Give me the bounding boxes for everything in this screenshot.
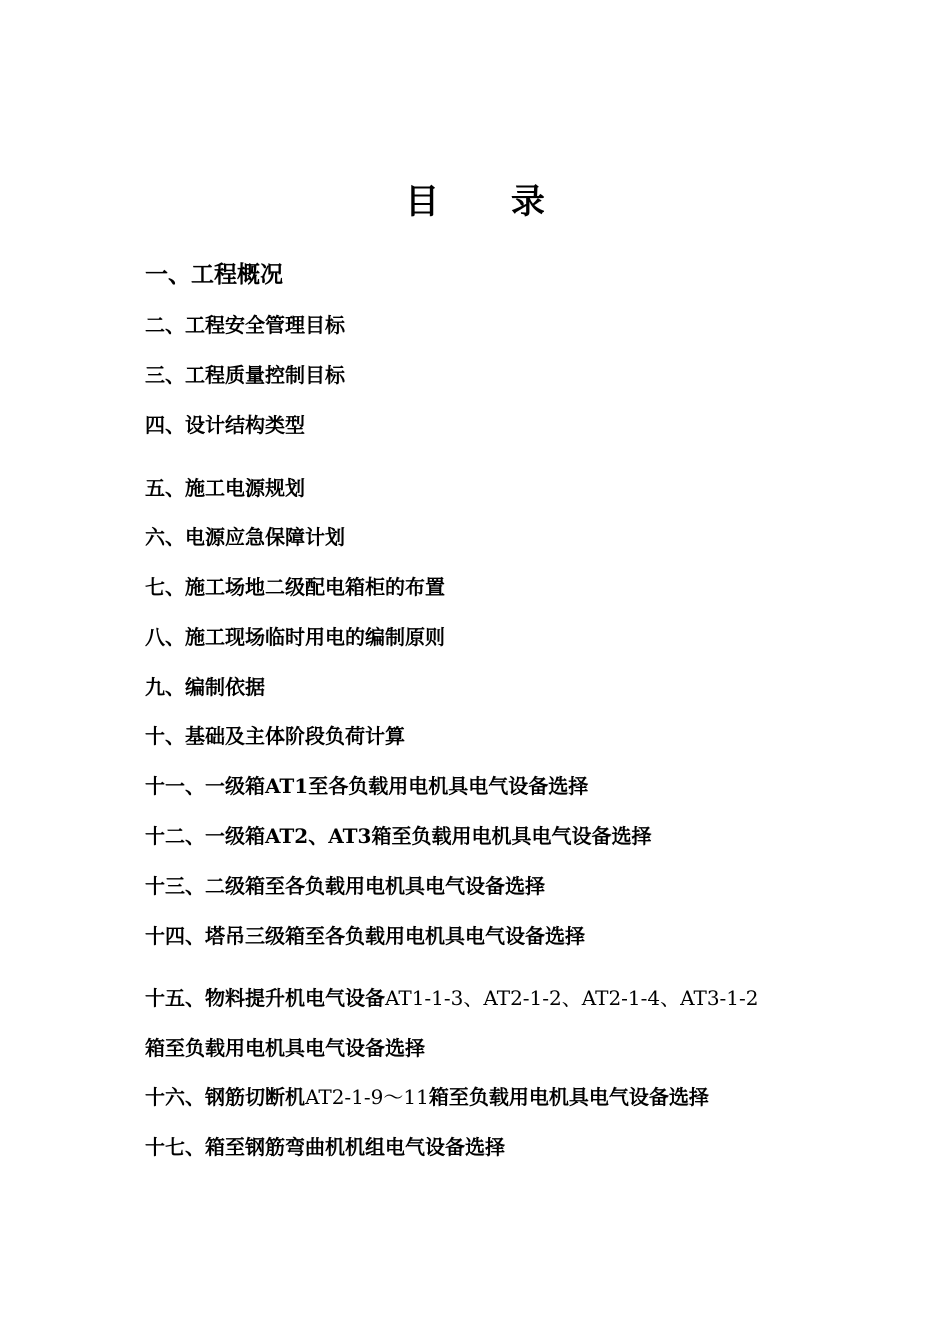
toc-entry-16-suffix: 箱至负载用电机具电气设备选择 <box>428 1085 709 1109</box>
toc-entry-11: 十一、一级箱AT1至各负载用电机具电气设备选择 <box>145 774 589 798</box>
toc-entry-16-codes: AT2-1-9～11 <box>305 1085 429 1109</box>
toc-entry-16 <box>145 1082 825 1112</box>
toc-entry-10: 十、基础及主体阶段负荷计算 <box>145 724 405 748</box>
toc-entry-3: 三、工程质量控制目标 <box>145 363 345 387</box>
toc-entry-8: 八、施工现场临时用电的编制原则 <box>145 625 445 649</box>
toc-entry-16-prefix: 十六、钢筋切断机 <box>145 1085 305 1109</box>
toc-entry-7: 七、施工场地二级配电箱柜的布置 <box>145 575 445 599</box>
toc-entry-9: 九、编制依据 <box>145 675 265 699</box>
toc-entry-15-prefix: 十五、物料提升机电气设备 <box>145 986 385 1010</box>
toc-entry-4: 四、设计结构类型 <box>145 413 305 437</box>
toc-entry-6: 六、电源应急保障计划 <box>145 525 345 549</box>
toc-entry-1: 一、工程概况 <box>145 261 283 288</box>
toc-entry-13: 十三、二级箱至各负载用电机具电气设备选择 <box>145 874 545 898</box>
toc-entry-2: 二、工程安全管理目标 <box>145 313 345 337</box>
toc-entry-14: 十四、塔吊三级箱至各负载用电机具电气设备选择 <box>145 924 585 948</box>
toc-entry-17: 十七、箱至钢筋弯曲机机组电气设备选择 <box>145 1135 505 1159</box>
toc-entry-15 <box>145 983 825 1013</box>
toc-entry-5: 五、施工电源规划 <box>145 476 305 500</box>
toc-entry-12: 十二、一级箱AT2、AT3箱至负载用电机具电气设备选择 <box>145 824 652 848</box>
toc-entry-15-codes: AT1-1-3、AT2-1-2、AT2-1-4、AT3-1-2 <box>385 986 759 1010</box>
toc-title: 目 录 <box>405 182 575 222</box>
toc-entry-15-continuation: 箱至负载用电机具电气设备选择 <box>145 1036 425 1060</box>
